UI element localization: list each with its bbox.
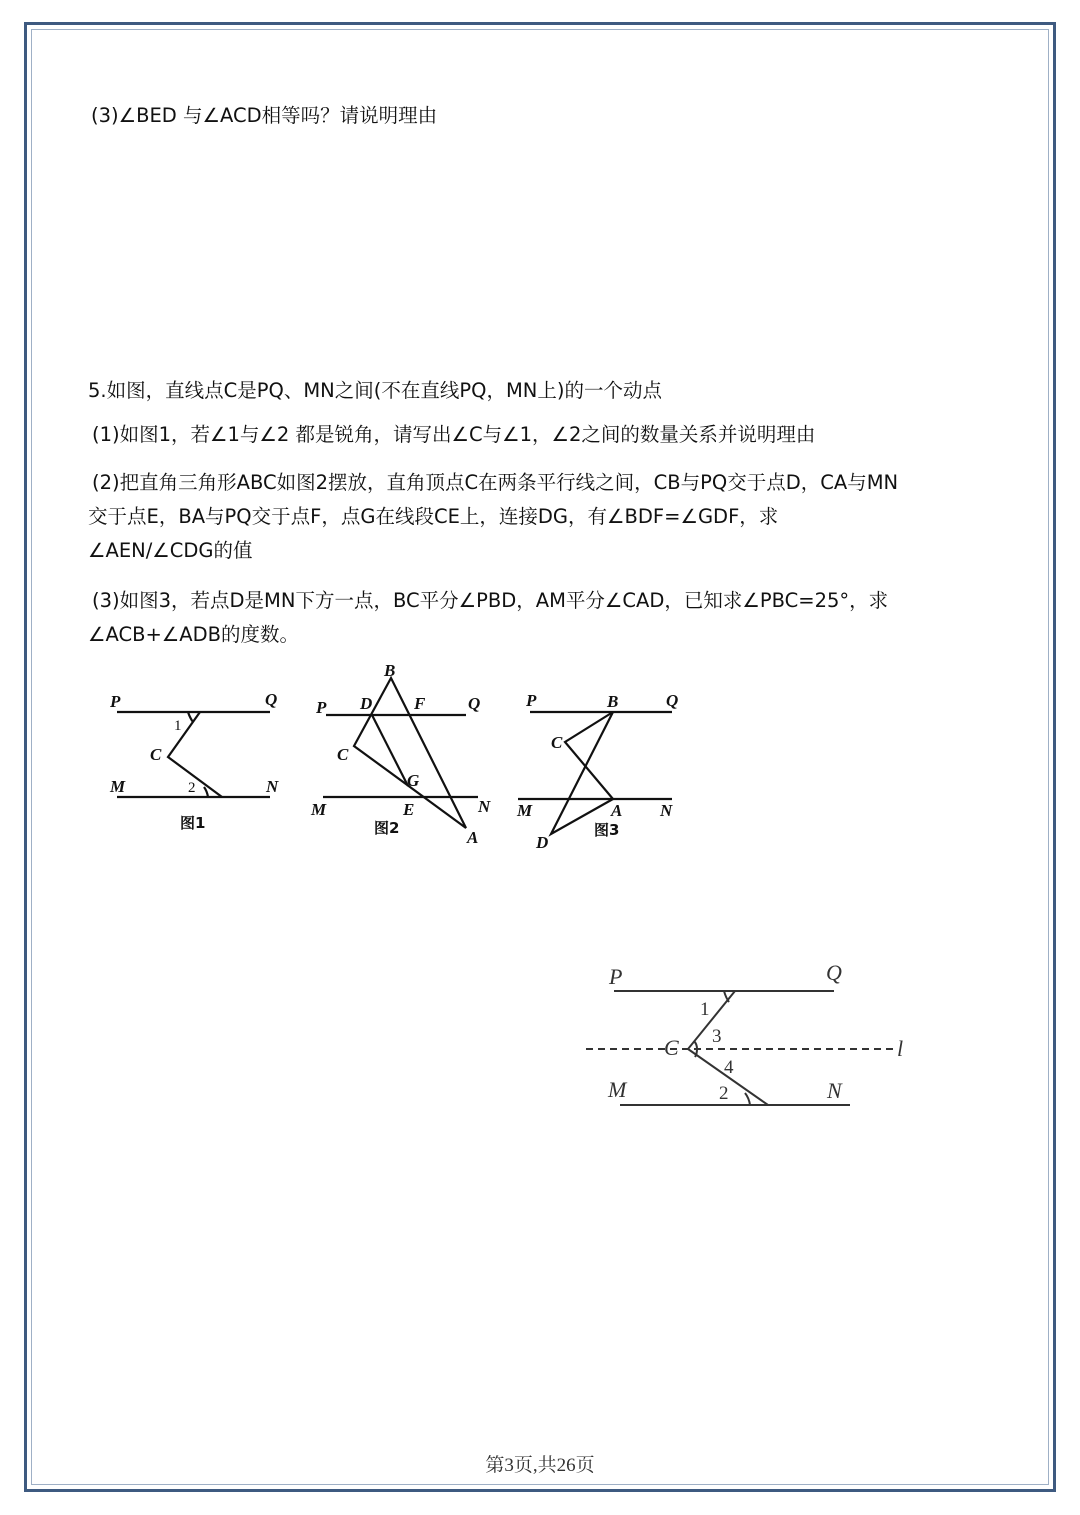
fig2-label-e: E — [403, 800, 415, 819]
problem5-sub2-line2: 交于点E，BA与PQ交于点F，点G在线段CE上，连接DG，有∠BDF=∠GDF，求 — [88, 505, 779, 528]
fig2-label-m: M — [311, 800, 327, 819]
fig4-label-4: 4 — [724, 1057, 734, 1078]
fig2-label-f: F — [414, 694, 426, 713]
fig3-label-p: P — [526, 691, 537, 710]
problem5-sub2-line3: ∠AEN/∠CDG的值 — [88, 539, 253, 562]
fig1-label-2: 2 — [188, 780, 196, 796]
problem5-sub3-line2: ∠ACB+∠ADB的度数。 — [88, 623, 300, 646]
fig4-label-m: M — [608, 1077, 627, 1102]
problem5-sub2-line1: (2)把直角三角形ABC如图2摆放，直角顶点C在两条平行线之间，CB与PQ交于点D，CA与MN — [92, 471, 899, 494]
fig2-label-q: Q — [468, 694, 481, 713]
fig4-label-c: C — [664, 1035, 679, 1060]
fig2-label-p: P — [316, 698, 327, 717]
fig4-label-2: 2 — [719, 1083, 729, 1104]
fig4-angle-2-arc — [745, 1093, 750, 1105]
fig2-caption: 图2 — [374, 819, 400, 837]
fig4-label-3: 3 — [712, 1026, 722, 1047]
fig4-angle-3-arc — [694, 1041, 697, 1049]
fig2-label-g: G — [407, 771, 420, 790]
problem5-sub1: (1)如图1，若∠1与∠2 都是锐角，请写出∠C与∠1，∠2之间的数量关系并说明理由 — [92, 423, 816, 446]
fig3-label-b: B — [607, 692, 619, 711]
fig1-label-c: C — [150, 745, 162, 764]
fig2-label-n: N — [478, 797, 491, 816]
fig3-label-q: Q — [666, 691, 679, 710]
fig4-label-1: 1 — [700, 999, 710, 1020]
fig3-caption: 图3 — [594, 821, 620, 839]
fig4-label-l: l — [897, 1036, 904, 1061]
fig4-label-p: P — [609, 964, 623, 989]
fig1-label-1: 1 — [174, 718, 182, 734]
fig3-label-d: D — [536, 833, 549, 852]
fig1-label-q: Q — [265, 690, 278, 709]
part3-question: (3)∠BED 与∠ACD相等吗？请说明理由 — [91, 104, 438, 127]
fig1-caption: 图1 — [180, 814, 206, 832]
fig2-label-b: B — [384, 661, 396, 680]
fig2-label-d: D — [360, 694, 373, 713]
problem5-title: 5.如图，直线点C是PQ、MN之间(不在直线PQ，MN上)的一个动点 — [88, 379, 662, 402]
fig3-label-a: A — [611, 801, 623, 820]
fig4-label-q: Q — [826, 960, 842, 985]
fig4-label-n: N — [827, 1078, 842, 1103]
fig1-label-n: N — [266, 777, 279, 796]
problem5-sub3-line1: (3)如图3，若点D是MN下方一点，BC平分∠PBD，AM平分∠CAD，已知求∠PBC=25°，求 — [92, 589, 889, 612]
fig1-label-m: M — [110, 777, 126, 796]
fig1-label-p: P — [110, 692, 121, 711]
fig3-label-m: M — [517, 801, 533, 820]
fig2-label-c: C — [337, 745, 349, 764]
fig2-label-a: A — [467, 828, 479, 847]
page-footer: 第3页,共26页 — [485, 1455, 595, 1476]
fig3-label-c: C — [551, 733, 563, 752]
fig3-label-n: N — [660, 801, 673, 820]
